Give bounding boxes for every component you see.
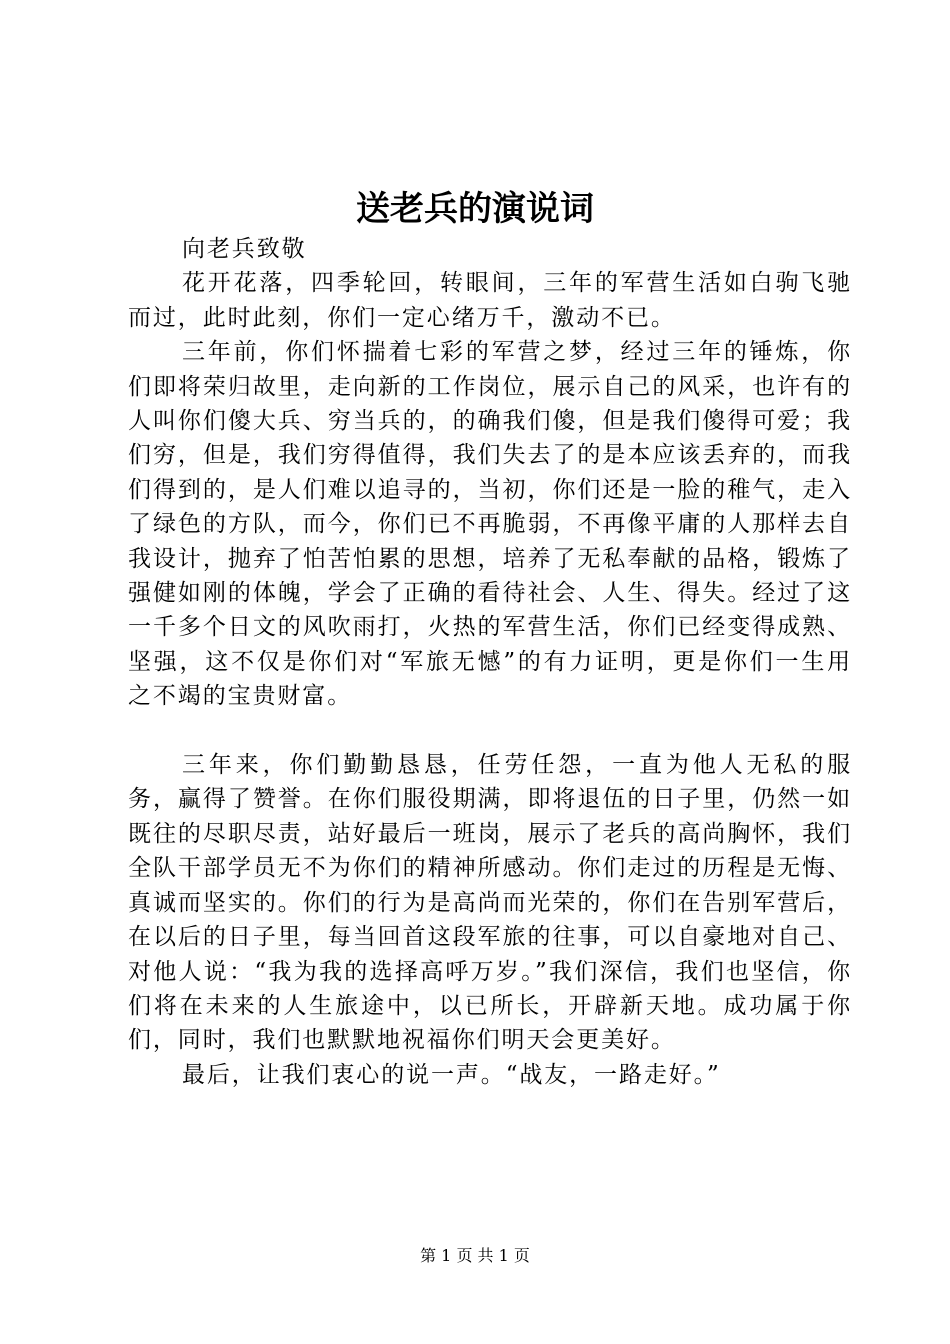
paragraph-opening: 花开花落，四季轮回，转眼间，三年的军营生活如白驹飞驰而过，此时此刻，你们一定心绪万千，激动不已。 [128,270,852,331]
document-body [128,232,852,1092]
paragraph-three-years-ago: 三年前，你们怀揣着七彩的军营之梦，经过三年的锤炼，你们即将荣归故里，走向新的工作岗位，展示自己的风采，也许有的人叫你们傻大兵、穷当兵的，的确我们傻，但是我们傻得可爱；我们穷，但是，我们穷得值得，我们失去了的是本应该丢弃的，而我们得到的，是人们难以追寻的，当初，你们还是一脸的稚气，走入了绿色的方队，而今，你们已不再脆弱，不再像平庸的人那样去自我设计，抛弃了怕苦怕累的思想，培养了无私奉献的品格，锻炼了强健如刚的体魄，学会了正确的看待社会、人生、得失。经过了这一千多个日文的风吹雨打，火热的军营生活，你们已经变得成熟、坚强，这不仅是你们对“军旅无憾”的有力证明，更是你们一生用之不竭的宝贵财富。 [128,339,852,710]
document-title: 送老兵的演说词 [356,189,594,229]
paragraph-three-years-service: 三年来，你们勤勤恳恳，任劳任怨，一直为他人无私的服务，赢得了赞誉。在你们服役期满，即将退伍的日子里，仍然一如既往的尽职尽责，站好最后一班岗，展示了老兵的高尚胸怀，我们全队干部学员无不为你们的精神所感动。你们走过的历程是无悔、真诚而坚实的。你们的行为是高尚而光荣的，你们在告别军营后，在以后的日子里，每当回首这段军旅的往事，可以自豪地对自己、对他人说：“我为我的选择高呼万岁。”我们深信，我们也坚信，你们将在未来的人生旅途中，以已所长，开辟新天地。成功属于你们，同时，我们也默默地祝福你们明天会更美好。 [128,752,852,1054]
paragraph-salutation: 向老兵致敬 [182,236,307,262]
paragraph-closing: 最后，让我们衷心的说一声。“战友，一路走好。” [182,1061,721,1088]
page-number-footer: 第 1 页 共 1 页 [420,1246,530,1265]
paragraph-spacer [128,714,852,748]
